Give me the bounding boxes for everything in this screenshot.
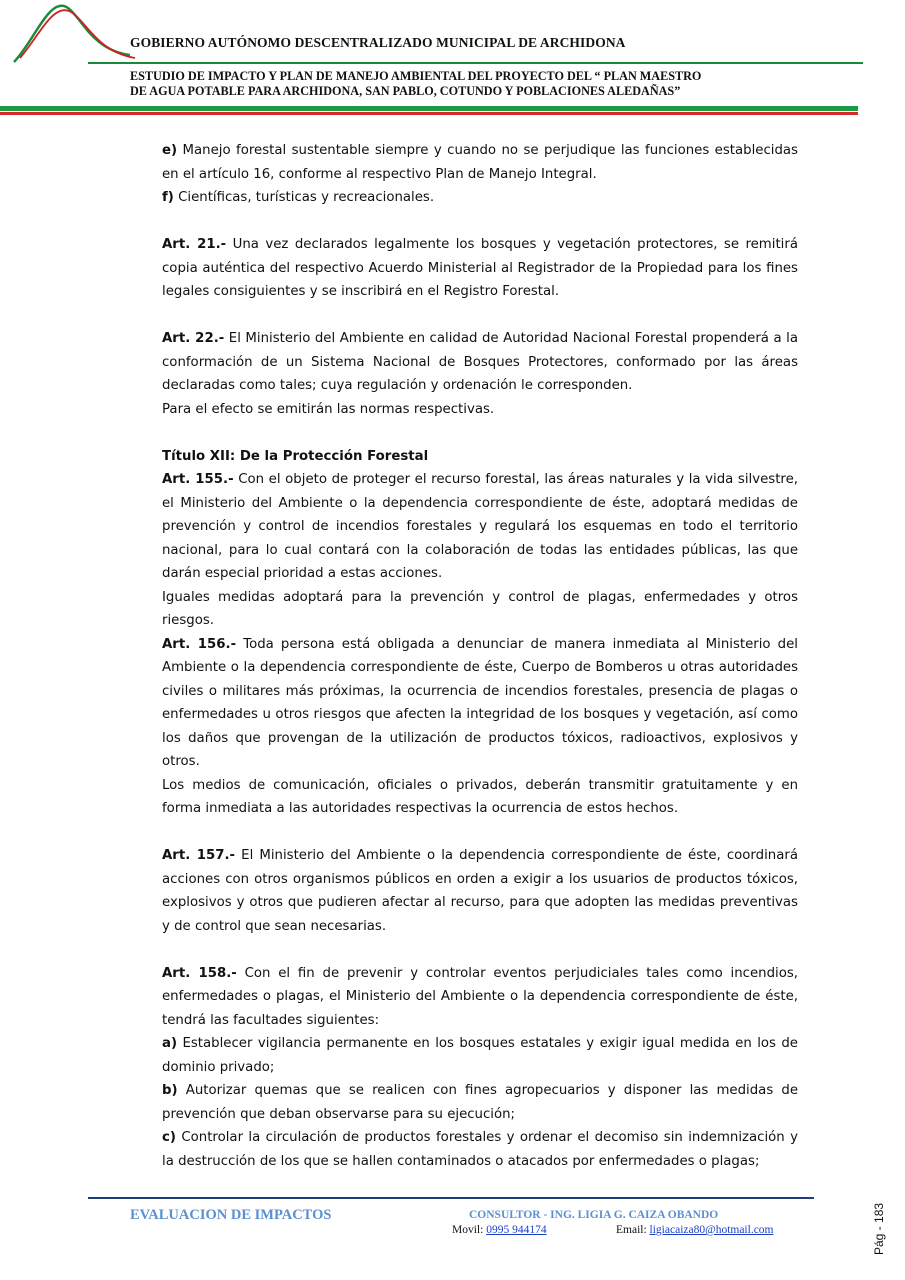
- header-red-band: [0, 112, 858, 115]
- item-c: [162, 1126, 798, 1173]
- article-158-label: Art. 158.-: [162, 965, 237, 981]
- article-155-label: Art. 155.-: [162, 472, 234, 487]
- article-155: [162, 468, 798, 586]
- article-155-text: Con el objeto de proteger el recurso forestal, las áreas naturales y la vida silvestre, el Ministerio del Ambiente o la dependencia correspondiente de éste, adoptará medidas de prevención y control de incendios forestales y regulará los esquemas en todo el territorio nacional, para lo cual contará con la colaboración de todas las entidades públicas, las que darán especial prioridad a estas acciones.: [162, 472, 799, 581]
- item-b-label: b): [162, 1083, 178, 1098]
- article-22-extra: Para el efecto se emitirán las normas respectivas.: [162, 401, 495, 417]
- article-156-text: Toda persona está obligada a denunciar de manera inmediata al Ministerio del Ambiente o la dependencia correspondiente de éste, Cuerpo de Bomberos u otras autoridades civiles o militares más próximas, la ocurrencia de incendios forestales, presencia de plagas o enfermedades u otros riesgos que afecten la integridad de los bosques y vegetación, así como los daños que provengan de la utilización de productos tóxicos, radioactivos, explosivos y otros.: [162, 636, 798, 769]
- article-157: [162, 844, 798, 938]
- item-f: [162, 186, 798, 210]
- item-f-label: f): [162, 190, 174, 205]
- article-21-label: Art. 21.-: [162, 237, 227, 252]
- footer-rule: [88, 1197, 814, 1199]
- article-156-label: Art. 156.-: [162, 636, 237, 652]
- header-green-band: [0, 106, 858, 111]
- footer-phone: [452, 1224, 547, 1236]
- titulo-xii: Título XII: De la Protección Forestal: [162, 448, 429, 464]
- footer-phone-link[interactable]: 0995 944174: [486, 1224, 547, 1236]
- article-157-label: Art. 157.-: [162, 848, 236, 863]
- item-c-label: c): [162, 1130, 176, 1145]
- item-e: [162, 139, 798, 186]
- header-title: GOBIERNO AUTÓNOMO DESCENTRALIZADO MUNICIPAL DE ARCHIDONA: [130, 35, 626, 50]
- footer-phone-label: Movil:: [452, 1224, 487, 1236]
- article-158-text: Con el fin de prevenir y controlar eventos perjudiciales tales como incendios, enfermedades o plagas, el Ministerio del Ambiente o la dependencia correspondiente de éste, tendrá las facultades siguientes:: [162, 965, 798, 1028]
- footer-email-link[interactable]: ligiacaiza80@hotmail.com: [649, 1224, 774, 1236]
- item-b: [162, 1079, 798, 1126]
- header-rule: [88, 62, 863, 64]
- article-155-extra: Iguales medidas adoptará para la prevención y control de plagas, enfermedades y otros riesgos.: [162, 589, 798, 628]
- footer-section-title: EVALUACION DE IMPACTOS: [130, 1207, 332, 1223]
- article-156-extra: Los medios de comunicación, oficiales o privados, deberán transmitir gratuitamente y en forma inmediata a las autoridades respectivas la ocurrencia de estos hechos.: [162, 777, 798, 816]
- article-157-text: El Ministerio del Ambiente o la dependencia correspondiente de éste, coordinará acciones con otros organismos públicos en orden a exigir a los usuarios de productos tóxicos, explosivos y otros que pudieren afectar al recurso, para que adopten las medidas preventivas y de control que sean necesarias.: [162, 848, 798, 934]
- page-number: Pág - 183: [872, 1202, 886, 1255]
- header-subtitle: [130, 69, 830, 98]
- item-c-text: Controlar la circulación de productos forestales y ordenar el decomiso sin indemnización y la destrucción de los que se hallen contaminados o atacados por enfermedades o plagas;: [162, 1130, 798, 1169]
- footer-email: [616, 1224, 774, 1236]
- municipal-logo-icon: [10, 0, 140, 70]
- article-156: [162, 633, 798, 774]
- header-subtitle-line1: ESTUDIO DE IMPACTO Y PLAN DE MANEJO AMBIENTAL DEL PROYECTO DEL “ PLAN MAESTRO: [130, 69, 702, 83]
- article-21-text: Una vez declarados legalmente los bosques y vegetación protectores, se remitirá copia auténtica del respectivo Acuerdo Ministerial al Registrador de la Propiedad para los fines legales consiguientes y se inscribirá en el Registro Forestal.: [162, 237, 798, 299]
- item-b-text: Autorizar quemas que se realicen con fines agropecuarios y disponer las medidas de prevención que deban observarse para su ejecución;: [162, 1083, 798, 1122]
- article-21: [162, 233, 798, 304]
- article-22-text: El Ministerio del Ambiente en calidad de Autoridad Nacional Forestal propenderá a la conformación de un Sistema Nacional de Bosques Protectores, conformado por las áreas declaradas como tales; cuya regulación y ordenación le corresponden.: [162, 331, 798, 393]
- article-22-label: Art. 22.-: [162, 331, 225, 346]
- document-body: [162, 139, 798, 1173]
- article-158: [162, 962, 798, 1033]
- item-a-label: a): [162, 1036, 178, 1051]
- item-e-text: Manejo forestal sustentable siempre y cuando no se perjudique las funciones establecidas en el artículo 16, conforme al respectivo Plan de Manejo Integral.: [162, 143, 798, 182]
- item-a: [162, 1032, 798, 1079]
- footer-email-label: Email:: [616, 1224, 650, 1236]
- footer-consultant: CONSULTOR - ING. LIGIA G. CAIZA OBANDO: [469, 1209, 719, 1221]
- item-f-text: Científicas, turísticas y recreacionales.: [173, 190, 435, 205]
- article-22: [162, 327, 798, 398]
- item-e-label: e): [162, 143, 178, 158]
- item-a-text: Establecer vigilancia permanente en los bosques estatales y exigir igual medida en los de dominio privado;: [162, 1036, 798, 1075]
- section-heading: [162, 445, 798, 469]
- header-subtitle-line2: DE AGUA POTABLE PARA ARCHIDONA, SAN PABLO, COTUNDO Y POBLACIONES ALEDAÑAS”: [130, 83, 681, 98]
